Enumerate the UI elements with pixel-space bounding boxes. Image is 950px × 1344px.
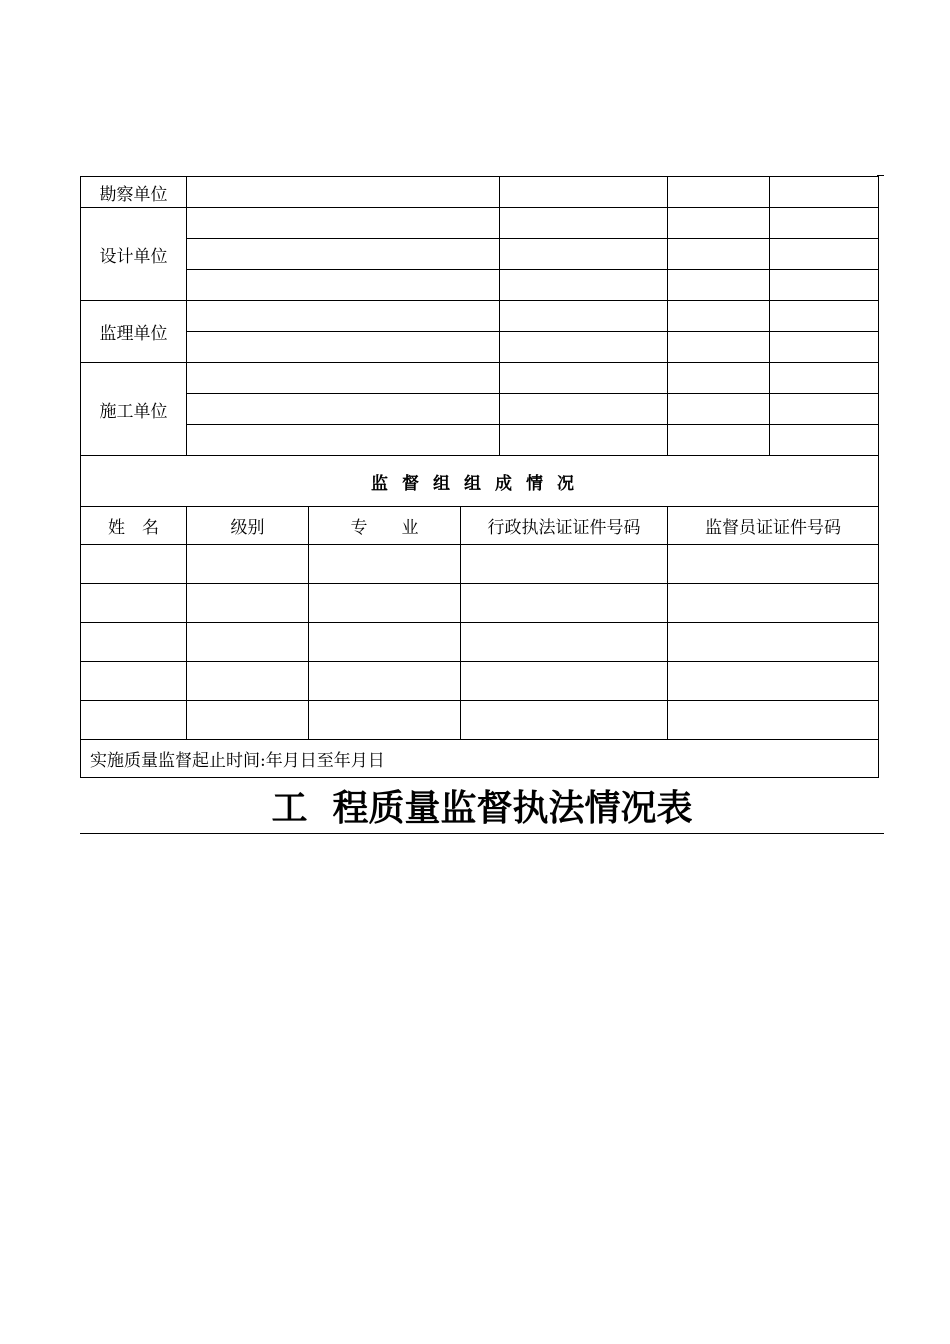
supervision-period-label: 实施质量监督起止时间:年月日至年月日 bbox=[81, 740, 879, 778]
design-unit-name-cell[interactable] bbox=[187, 270, 500, 301]
member-level-cell[interactable] bbox=[187, 701, 309, 740]
construction-unit-cell[interactable] bbox=[500, 425, 668, 456]
construction-unit-row bbox=[81, 425, 879, 456]
design-unit-label: 设计单位 bbox=[81, 208, 187, 301]
member-name-cell[interactable] bbox=[81, 584, 187, 623]
header-level: 级别 bbox=[187, 507, 309, 545]
supervision-unit-label: 监理单位 bbox=[81, 301, 187, 363]
member-level-cell[interactable] bbox=[187, 623, 309, 662]
bottom-rule bbox=[80, 833, 884, 834]
supervision-unit-cell[interactable] bbox=[668, 301, 770, 332]
member-level-cell[interactable] bbox=[187, 584, 309, 623]
team-member-row bbox=[81, 623, 879, 662]
construction-unit-cell[interactable] bbox=[668, 425, 770, 456]
design-unit-cell[interactable] bbox=[500, 270, 668, 301]
design-unit-cell[interactable] bbox=[668, 270, 770, 301]
team-member-row bbox=[81, 584, 879, 623]
header-specialty: 专 业 bbox=[309, 507, 461, 545]
supervision-unit-name-cell[interactable] bbox=[187, 301, 500, 332]
survey-unit-cell[interactable] bbox=[668, 177, 770, 208]
supervision-unit-cell[interactable] bbox=[500, 332, 668, 363]
supervision-period-row bbox=[81, 740, 879, 778]
supervision-unit-row bbox=[81, 301, 879, 332]
design-unit-row bbox=[81, 270, 879, 301]
member-level-cell[interactable] bbox=[187, 545, 309, 584]
member-name-cell[interactable] bbox=[81, 545, 187, 584]
document-title: 工 程质量监督执法情况表 bbox=[271, 787, 693, 829]
construction-unit-label: 施工单位 bbox=[81, 363, 187, 456]
member-admin-cert-cell[interactable] bbox=[461, 662, 668, 701]
member-name-cell[interactable] bbox=[81, 662, 187, 701]
member-specialty-cell[interactable] bbox=[309, 701, 461, 740]
construction-unit-cell[interactable] bbox=[500, 394, 668, 425]
construction-unit-cell[interactable] bbox=[668, 363, 770, 394]
construction-unit-row bbox=[81, 363, 879, 394]
supervision-unit-cell[interactable] bbox=[770, 332, 879, 363]
member-name-cell[interactable] bbox=[81, 623, 187, 662]
design-unit-cell[interactable] bbox=[500, 239, 668, 270]
survey-unit-name-cell[interactable] bbox=[187, 177, 500, 208]
design-unit-cell[interactable] bbox=[770, 239, 879, 270]
header-supervisor-cert: 监督员证证件号码 bbox=[668, 507, 879, 545]
design-unit-cell[interactable] bbox=[668, 239, 770, 270]
member-admin-cert-cell[interactable] bbox=[461, 701, 668, 740]
member-level-cell[interactable] bbox=[187, 662, 309, 701]
construction-unit-row bbox=[81, 394, 879, 425]
design-unit-name-cell[interactable] bbox=[187, 239, 500, 270]
construction-unit-cell[interactable] bbox=[770, 425, 879, 456]
member-specialty-cell[interactable] bbox=[309, 584, 461, 623]
design-unit-row bbox=[81, 239, 879, 270]
member-supervisor-cert-cell[interactable] bbox=[668, 701, 879, 740]
member-supervisor-cert-cell[interactable] bbox=[668, 584, 879, 623]
construction-unit-name-cell[interactable] bbox=[187, 394, 500, 425]
design-unit-cell[interactable] bbox=[668, 208, 770, 239]
design-unit-cell[interactable] bbox=[770, 208, 879, 239]
member-specialty-cell[interactable] bbox=[309, 545, 461, 584]
header-admin-cert: 行政执法证证件号码 bbox=[461, 507, 668, 545]
survey-unit-cell[interactable] bbox=[770, 177, 879, 208]
construction-unit-cell[interactable] bbox=[500, 363, 668, 394]
construction-unit-name-cell[interactable] bbox=[187, 425, 500, 456]
construction-unit-cell[interactable] bbox=[770, 363, 879, 394]
member-specialty-cell[interactable] bbox=[309, 623, 461, 662]
construction-unit-cell[interactable] bbox=[770, 394, 879, 425]
member-admin-cert-cell[interactable] bbox=[461, 584, 668, 623]
construction-unit-cell[interactable] bbox=[668, 394, 770, 425]
supervision-unit-cell[interactable] bbox=[500, 301, 668, 332]
team-member-row bbox=[81, 545, 879, 584]
team-member-row bbox=[81, 662, 879, 701]
supervision-unit-row bbox=[81, 332, 879, 363]
member-specialty-cell[interactable] bbox=[309, 662, 461, 701]
team-member-row bbox=[81, 701, 879, 740]
member-supervisor-cert-cell[interactable] bbox=[668, 623, 879, 662]
member-admin-cert-cell[interactable] bbox=[461, 545, 668, 584]
member-supervisor-cert-cell[interactable] bbox=[668, 545, 879, 584]
survey-unit-label: 勘察单位 bbox=[81, 177, 187, 208]
survey-unit-cell[interactable] bbox=[500, 177, 668, 208]
supervision-unit-cell[interactable] bbox=[770, 301, 879, 332]
team-section-title: 监督组组成情况 bbox=[81, 456, 879, 507]
design-unit-cell[interactable] bbox=[770, 270, 879, 301]
supervision-unit-cell[interactable] bbox=[668, 332, 770, 363]
member-supervisor-cert-cell[interactable] bbox=[668, 662, 879, 701]
team-header-row bbox=[81, 507, 879, 545]
construction-unit-name-cell[interactable] bbox=[187, 363, 500, 394]
member-name-cell[interactable] bbox=[81, 701, 187, 740]
supervision-form-table bbox=[80, 176, 879, 778]
member-admin-cert-cell[interactable] bbox=[461, 623, 668, 662]
team-title-row bbox=[81, 456, 879, 507]
header-name: 姓 名 bbox=[81, 507, 187, 545]
design-unit-cell[interactable] bbox=[500, 208, 668, 239]
survey-unit-row bbox=[81, 177, 879, 208]
design-unit-name-cell[interactable] bbox=[187, 208, 500, 239]
design-unit-row bbox=[81, 208, 879, 239]
supervision-unit-name-cell[interactable] bbox=[187, 332, 500, 363]
